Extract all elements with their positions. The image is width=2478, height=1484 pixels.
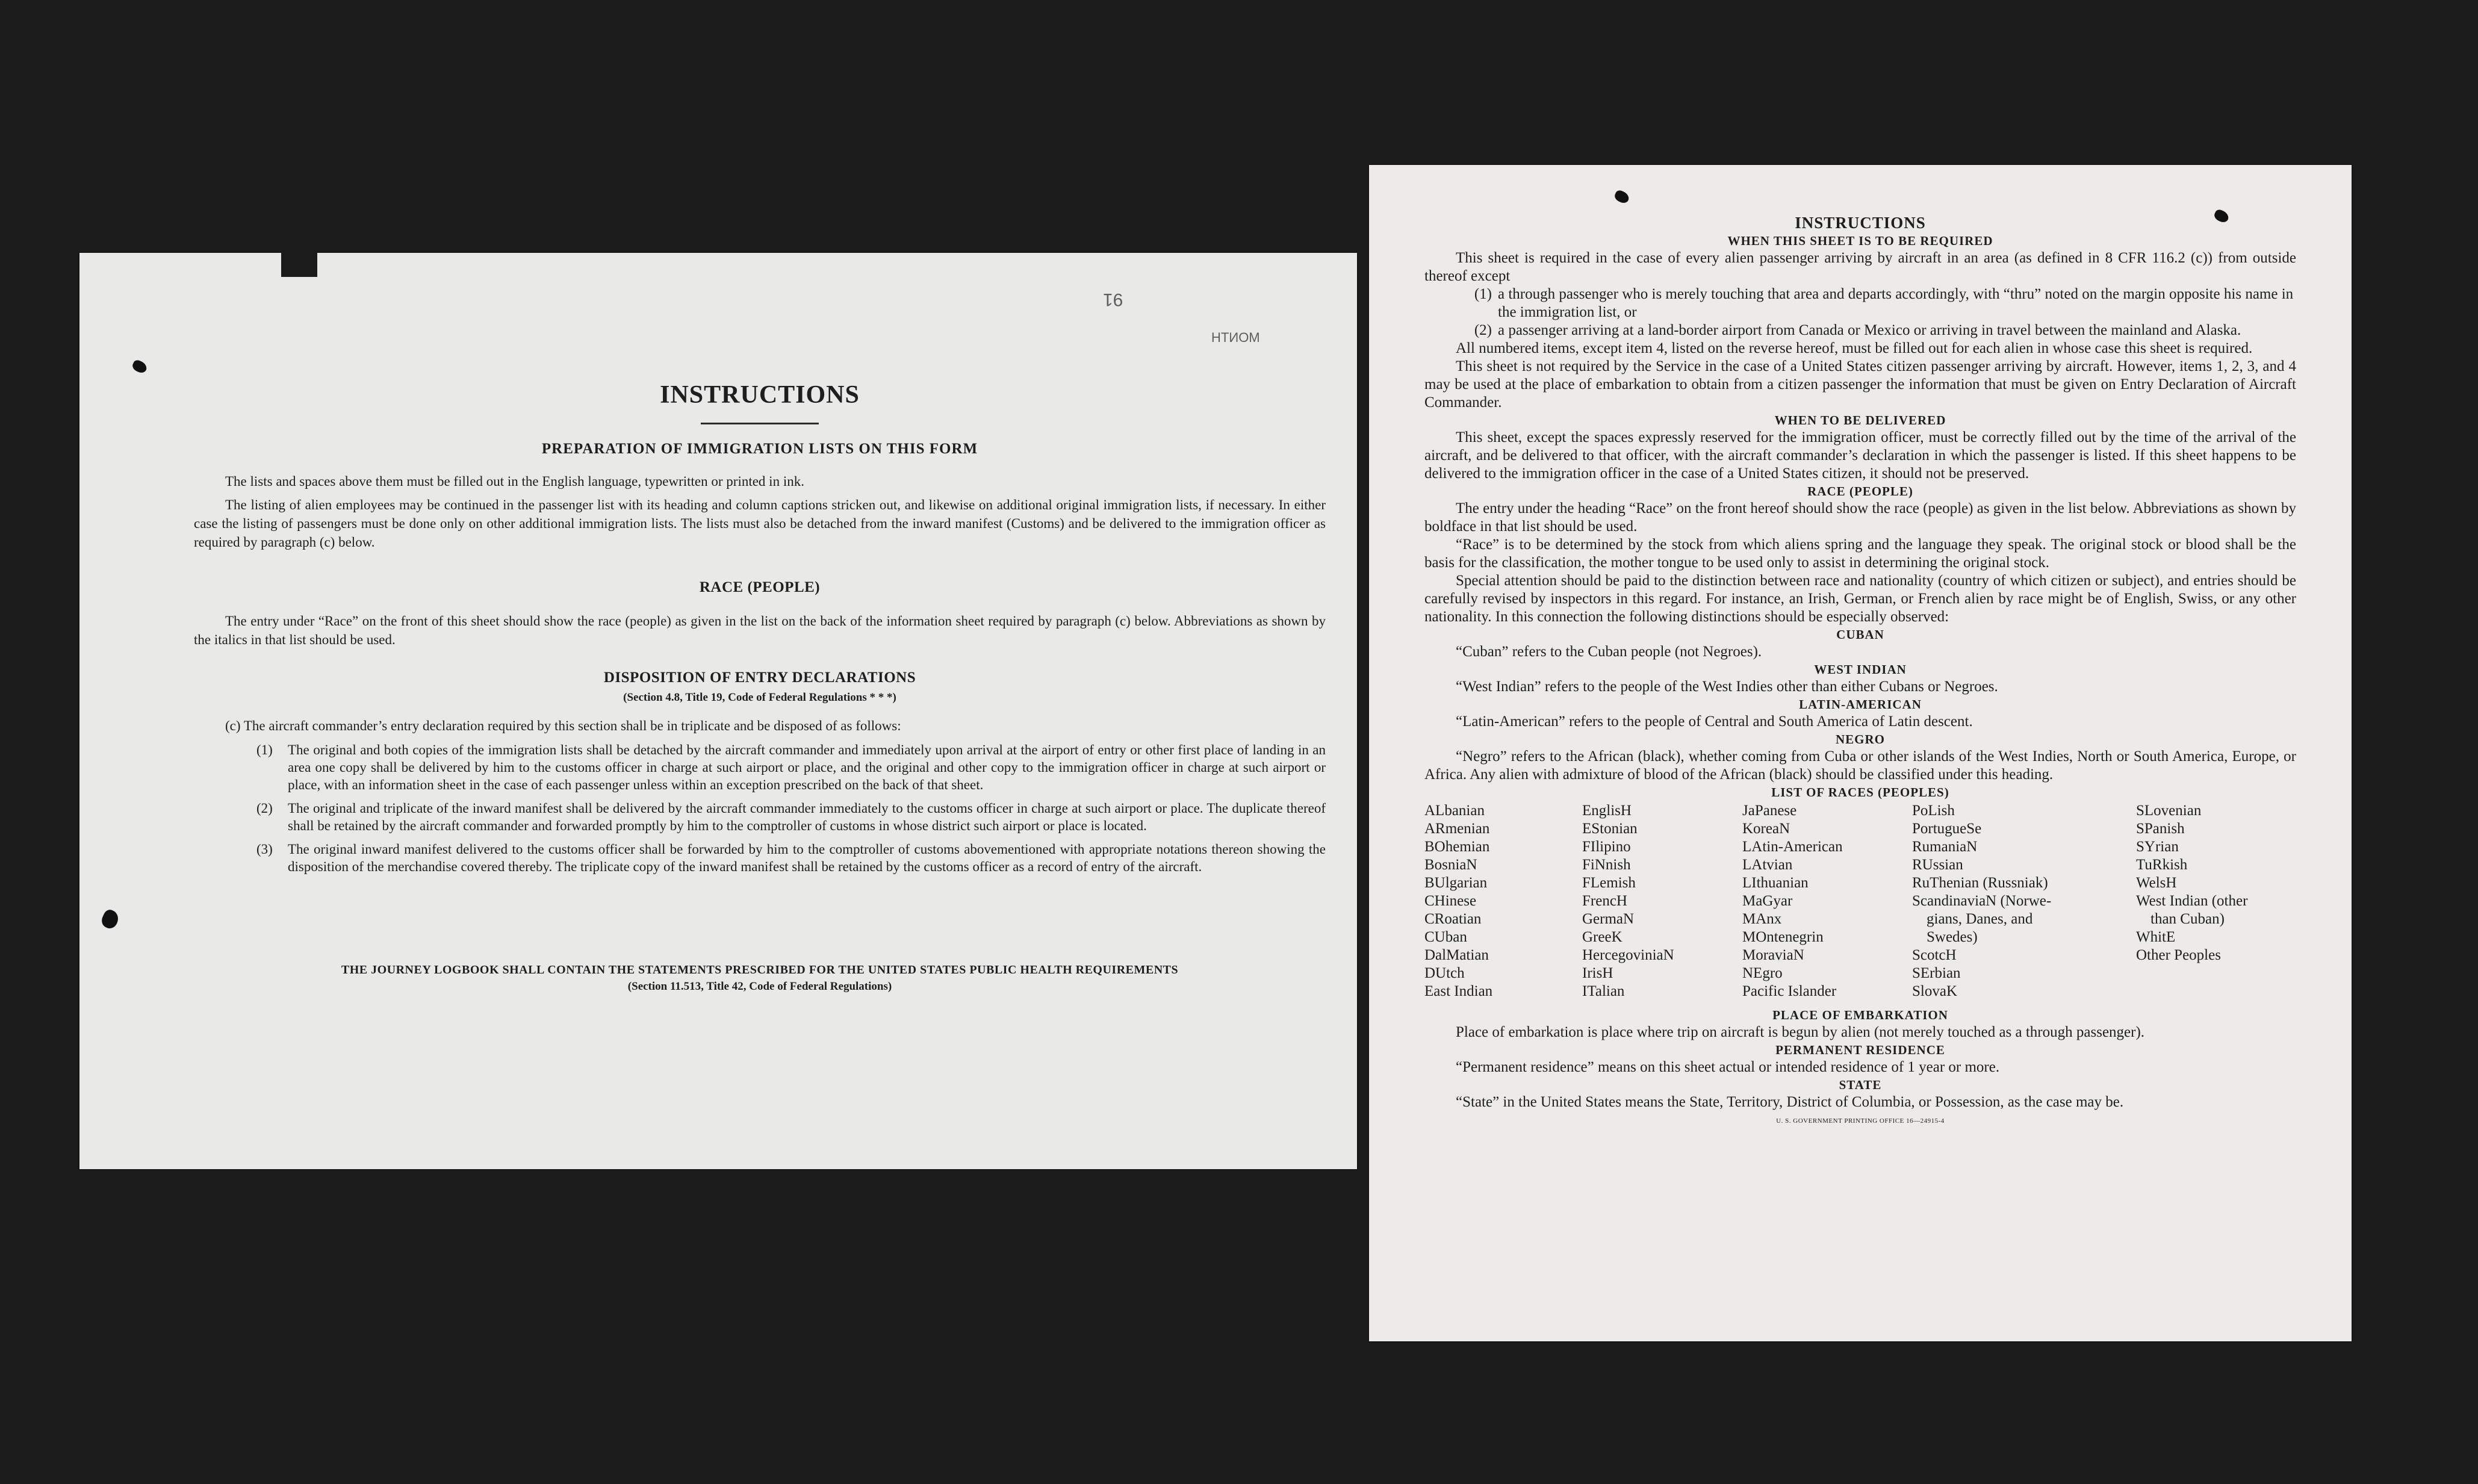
- race-entry: Pacific Islander: [1742, 983, 1837, 999]
- exception-item: [1424, 321, 2296, 340]
- race-entry: West Indian (other: [2136, 893, 2248, 909]
- disposition-heading: DISPOSITION OF ENTRY DECLARATIONS: [603, 669, 916, 686]
- race-entry: BOhemian: [1424, 839, 1490, 855]
- race-entry: EStonian: [1582, 821, 1638, 837]
- negro-paragraph: “Negro” refers to the African (black), whether coming from Cuba or other islands of the West Indies, North or South America, Europe, or Africa. Any alien with admixture of blood of the African (black) should be classified under this heading.: [1424, 748, 2296, 783]
- numbered-items-paragraph: All numbered items, except item 4, listed on the reverse hereof, must be filled out for each alien in whose case this sheet is required.: [1456, 340, 2253, 356]
- race-column-2: [1582, 802, 1674, 1001]
- race-entry: WhitE: [2136, 929, 2176, 945]
- race-entry: SLovenian: [2136, 803, 2202, 819]
- item-number: (2): [256, 801, 273, 816]
- race-entry: EnglisH: [1582, 803, 1632, 819]
- race-entry: LAtvian: [1742, 857, 1793, 873]
- race-paragraph: “Race” is to be determined by the stock from which aliens spring and the language they speak. The original stock or blood shall be the basis for the classification, the mother tongue to be used only to assist in determining the original stock.: [1424, 536, 2296, 571]
- race-entry: CUban: [1424, 929, 1467, 945]
- preparation-paragraph: The lists and spaces above them must be filled out in the English language, typewritten or printed in ink.: [225, 474, 804, 489]
- race-entry: HercegoviniaN: [1582, 947, 1674, 963]
- exception-text: a through passenger who is merely touching that area and departs accordingly, with “thru” noted on the margin opposite his name in the immigration list, or: [1498, 286, 2294, 320]
- embarkation-paragraph: Place of embarkation is place where trip on aircraft is begun by alien (not merely touched as a through passenger).: [1456, 1024, 2145, 1040]
- race-entry: ARmenian: [1424, 821, 1490, 837]
- punch-hole: [99, 908, 121, 931]
- item-number: (1): [256, 742, 273, 757]
- race-entry: FrencH: [1582, 893, 1627, 909]
- exception-number: (2): [1474, 322, 1492, 338]
- bleed-through-page-number: 91: [1103, 290, 1123, 309]
- race-entry: FIlipino: [1582, 839, 1631, 855]
- race-entry: PoLish: [1912, 803, 1955, 819]
- race-paragraph: Special attention should be paid to the distinction between race and nationality (country of which citizen or subject), and entries should be carefully revised by inspectors in this regard. For instance, an Irish, German, or French alien by race might be of English, Swiss, or any other nationality. In this connection the following distinctions should be especially observed:: [1424, 573, 2296, 625]
- left-title: INSTRUCTIONS: [660, 381, 860, 409]
- item-number: (3): [256, 842, 273, 857]
- right-content: [1424, 213, 2296, 1125]
- west-indian-paragraph: “West Indian” refers to the people of the West Indies other than either Cubans or Negroes.: [1456, 678, 1998, 695]
- race-entry: LIthuanian: [1742, 875, 1809, 891]
- race-entry: ALbanian: [1424, 803, 1485, 819]
- race-entry: WelsH: [2136, 875, 2177, 891]
- race-entry: gians, Danes, and: [1927, 911, 2033, 927]
- preparation-paragraph: The listing of alien employees may be continued in the passenger list with its heading and column captions stricken out, and likewise on additional original immigration lists, if necessary. In either case the listing of passengers must be done only on other additional immigration lists. The lists must also be detached from the inward manifest (Customs) and be delivered to the immigration officer as required by paragraph (c) below.: [194, 497, 1326, 550]
- exception-number: (1): [1474, 286, 1492, 302]
- disposition-citation: (Section 4.8, Title 19, Code of Federal Regulations * * *): [623, 691, 896, 704]
- race-entry: MAnx: [1742, 911, 1782, 927]
- race-entry: RuThenian (Russniak): [1912, 875, 2048, 891]
- disposition-intro: (c) The aircraft commander’s entry declaration required by this section shall be in triplicate and be disposed of as follows:: [225, 718, 901, 733]
- race-entry: KoreaN: [1742, 821, 1790, 837]
- race-entry: BosniaN: [1424, 857, 1477, 873]
- citizen-paragraph: This sheet is not required by the Service in the case of a United States citizen passenger arriving by aircraft. However, items 1, 2, 3, and 4 may be used at the place of embarkation to obtain from a citizen passenger the information that must be given on Entry Declaration of Aircraft Commander.: [1424, 358, 2296, 411]
- when-required-paragraph: This sheet is required in the case of every alien passenger arriving by aircraft in an area (as defined in 8 CFR 116.2 (c)) from outside thereof except: [1424, 250, 2296, 284]
- race-entry: BUlgarian: [1424, 875, 1488, 891]
- printer-imprint: U. S. GOVERNMENT PRINTING OFFICE 16—24915-4: [1776, 1117, 1945, 1125]
- race-list: [1424, 802, 2296, 1007]
- race-entry: RUssian: [1912, 857, 1963, 873]
- race-heading: RACE (PEOPLE): [699, 579, 821, 595]
- punch-hole: [1613, 189, 1630, 205]
- race-entry: FiNnish: [1582, 857, 1631, 873]
- race-entry: ScandinaviaN (Norwe-: [1912, 893, 2052, 909]
- preparation-heading: PREPARATION OF IMMIGRATION LISTS ON THIS FORM: [541, 441, 978, 457]
- race-entry: Other Peoples: [2136, 947, 2221, 963]
- residence-paragraph: “Permanent residence” means on this sheet actual or intended residence of 1 year or more.: [1456, 1059, 2000, 1075]
- right-instruction-sheet: [1369, 165, 2352, 1341]
- race-list-heading: LIST OF RACES (PEOPLES): [1771, 785, 1949, 799]
- race-entry: SErbian: [1912, 965, 1961, 981]
- latin-american-heading: LATIN-AMERICAN: [1799, 697, 1922, 712]
- residence-heading: PERMANENT RESIDENCE: [1775, 1043, 1945, 1057]
- race-entry: IrisH: [1582, 965, 1613, 981]
- race-heading: RACE (PEOPLE): [1807, 484, 1913, 498]
- disposition-item: [256, 799, 1326, 834]
- negro-heading: NEGRO: [1835, 732, 1885, 747]
- race-entry: CRoatian: [1424, 911, 1482, 927]
- race-paragraph: The entry under “Race” on the front of this sheet should show the race (people) as given in the list on the back of the information sheet required by paragraph (c) below. Abbreviations as shown by the italics in that list should be used.: [194, 613, 1326, 647]
- cuban-paragraph: “Cuban” refers to the Cuban people (not Negroes).: [1456, 644, 1762, 660]
- race-entry: NEgro: [1742, 965, 1783, 981]
- disposition-item: [256, 840, 1326, 875]
- logbook-requirement: THE JOURNEY LOGBOOK SHALL CONTAIN THE STATEMENTS PRESCRIBED FOR THE UNITED STATES PUBLIC HEALTH REQUIREMENTS: [341, 963, 1179, 976]
- race-entry: RumaniaN: [1912, 839, 1978, 855]
- item-text: The original and triplicate of the inward manifest shall be delivered by the aircraft commander immediately to the customs officer in charge at such airport or place. The duplicate thereof shall be retained by the aircraft commander and forwarded promptly by him to the comptroller of customs in whose district such airport or place is located.: [288, 801, 1326, 833]
- race-entry: CHinese: [1424, 893, 1477, 909]
- state-paragraph: “State” in the United States means the State, Territory, District of Columbia, or Possession, as the case may be.: [1456, 1094, 2124, 1110]
- disposition-section: [194, 716, 1326, 875]
- race-entry: ScotcH: [1912, 947, 1957, 963]
- title-rule: [194, 415, 1326, 424]
- cuban-heading: CUBAN: [1836, 627, 1884, 642]
- race-entry: East Indian: [1424, 983, 1493, 999]
- right-title: INSTRUCTIONS: [1795, 214, 1926, 232]
- disposition-item: [256, 741, 1326, 793]
- exception-text: a passenger arriving at a land-border airport from Canada or Mexico or arriving in travel between the mainland and Alaska.: [1498, 322, 2241, 338]
- race-column-5: [2136, 802, 2247, 964]
- embarkation-heading: PLACE OF EMBARKATION: [1772, 1008, 1948, 1022]
- race-entry: MaGyar: [1742, 893, 1793, 909]
- race-entry: DalMatian: [1424, 947, 1489, 963]
- race-column-1: [1424, 802, 1492, 1001]
- race-entry: SYrian: [2136, 839, 2179, 855]
- when-required-heading: WHEN THIS SHEET IS TO BE REQUIRED: [1727, 234, 1993, 248]
- race-entry: PortugueSe: [1912, 821, 1982, 837]
- race-entry: MOntenegrin: [1742, 929, 1824, 945]
- item-text: The original inward manifest delivered to the customs officer shall be forwarded by him to the comptroller of customs abovementioned with appropriate notations thereon showing the disposition of the merchandise covered thereby. The triplicate copy of the inward manifest shall be retained by the customs officer as a record of entry of the aircraft.: [288, 842, 1326, 874]
- punch-hole: [131, 359, 148, 374]
- race-entry: GermaN: [1582, 911, 1635, 927]
- latin-american-paragraph: “Latin-American” refers to the people of Central and South America of Latin descent.: [1456, 713, 1973, 730]
- bleed-through-stamp: MONTH: [1211, 330, 1260, 345]
- when-delivered-heading: WHEN TO BE DELIVERED: [1774, 413, 1946, 427]
- race-entry: than Cuban): [2150, 911, 2225, 927]
- race-entry: SPanish: [2136, 821, 2185, 837]
- when-delivered-paragraph: This sheet, except the spaces expressly reserved for the immigration officer, must be correctly filled out by the time of the arrival of the aircraft, and be delivered to that officer, with the aircraft commander’s declaration in which the passenger is listed. If this sheet happens to be delivered to the immigration officer in the case of a United States citizen, it should not be preserved.: [1424, 429, 2296, 482]
- race-entry: JaPanese: [1742, 803, 1797, 819]
- race-column-3: [1742, 802, 1843, 1001]
- race-entry: LAtin-American: [1742, 839, 1843, 855]
- race-paragraph: The entry under the heading “Race” on the front hereof should show the race (people) as given in the list below. Abbreviations as shown by boldface in that list should be used.: [1424, 500, 2296, 535]
- state-heading: STATE: [1839, 1078, 1882, 1092]
- preparation-section: [194, 472, 1326, 551]
- west-indian-heading: WEST INDIAN: [1814, 662, 1907, 677]
- race-entry: ITalian: [1582, 983, 1625, 999]
- race-entry: FLemish: [1582, 875, 1636, 891]
- race-section: [194, 612, 1326, 649]
- left-instruction-sheet: [79, 253, 1357, 1169]
- item-text: The original and both copies of the immigration lists shall be detached by the aircraft commander and immediately upon arrival at the airport of entry or other first place of landing in an area one copy shall be delivered by him to the customs officer in charge at such airport or place, and the original and other copy to the immigration officer in charge at such airport or place, with an information sheet in the case of each passenger unless within an exception prescribed on the back of that sheet.: [288, 742, 1326, 792]
- sheet-notch: [281, 246, 317, 277]
- race-entry: MoraviaN: [1742, 947, 1804, 963]
- race-entry: GreeK: [1582, 929, 1622, 945]
- race-entry: SlovaK: [1912, 983, 1957, 999]
- exception-item: [1424, 285, 2296, 321]
- logbook-citation: (Section 11.513, Title 42, Code of Federal Regulations): [627, 980, 892, 993]
- race-entry: Swedes): [1927, 929, 1978, 945]
- race-entry: DUtch: [1424, 965, 1465, 981]
- race-entry: TuRkish: [2136, 857, 2188, 873]
- race-column-4: [1912, 802, 2051, 1001]
